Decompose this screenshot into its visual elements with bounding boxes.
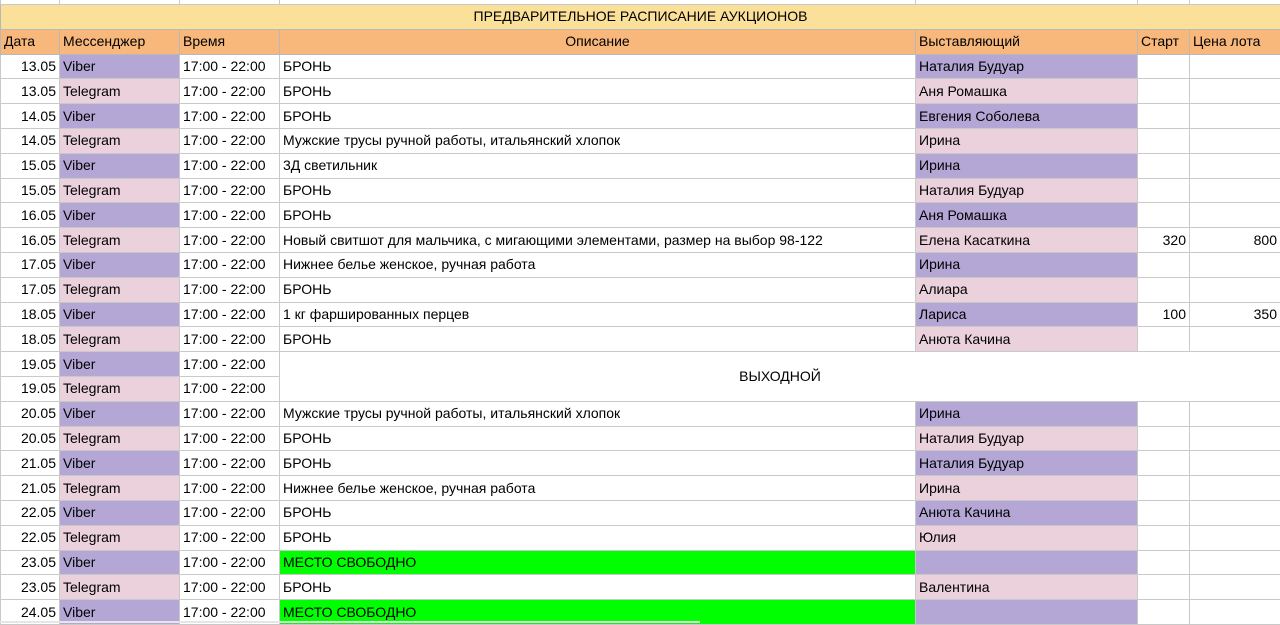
description-cell[interactable]: БРОНЬ (280, 525, 916, 550)
description-cell[interactable]: БРОНЬ (280, 277, 916, 302)
time-cell[interactable]: 17:00 - 22:00 (180, 104, 280, 129)
messenger-cell[interactable]: Telegram (60, 277, 180, 302)
table-row (1, 575, 1280, 600)
lot-price-cell[interactable] (1190, 476, 1280, 501)
table-row (1, 327, 1280, 352)
description-cell[interactable]: БРОНЬ (280, 203, 916, 228)
time-cell[interactable]: 17:00 - 22:00 (180, 54, 280, 79)
table-row (1, 302, 1280, 327)
lot-price-cell[interactable] (1190, 252, 1280, 277)
start-price-cell[interactable] (1138, 476, 1190, 501)
messenger-cell[interactable]: Telegram (60, 228, 180, 253)
lot-price-cell[interactable] (1190, 451, 1280, 476)
start-price-cell[interactable] (1138, 500, 1190, 525)
description-cell[interactable]: Нижнее белье женское, ручная работа (280, 252, 916, 277)
start-price-cell[interactable] (1138, 401, 1190, 426)
time-cell[interactable]: 17:00 - 22:00 (180, 277, 280, 302)
lot-price-cell[interactable] (1190, 79, 1280, 104)
schedule-title[interactable]: ПРЕДВАРИТЕЛЬНОЕ РАСПИСАНИЕ АУКЦИОНОВ (1, 5, 1280, 30)
table-row (1, 178, 1280, 203)
seller-cell[interactable]: Евгения Соболева (916, 104, 1138, 129)
table-row (1, 426, 1280, 451)
seller-cell[interactable]: Валентина (916, 575, 1138, 600)
table-row (1, 203, 1280, 228)
seller-cell[interactable]: Лариса (916, 302, 1138, 327)
time-cell[interactable]: 17:00 - 22:00 (180, 451, 280, 476)
start-price-cell[interactable] (1138, 426, 1190, 451)
table-row (1, 550, 1280, 575)
seller-cell[interactable] (916, 600, 1138, 625)
lot-price-cell[interactable]: 800 (1190, 228, 1280, 253)
date-cell[interactable]: 18.05 (1, 302, 60, 327)
time-cell[interactable]: 17:00 - 22:00 (180, 128, 280, 153)
time-cell[interactable]: 17:00 - 22:00 (180, 550, 280, 575)
lot-price-cell[interactable] (1190, 550, 1280, 575)
time-cell[interactable]: 17:00 - 22:00 (180, 600, 280, 625)
lot-price-cell[interactable] (1190, 401, 1280, 426)
messenger-cell[interactable]: Viber (60, 153, 180, 178)
table-row (1, 228, 1280, 253)
start-price-cell[interactable] (1138, 525, 1190, 550)
header-start[interactable]: Старт (1138, 29, 1190, 54)
seller-cell[interactable]: Елена Касаткина (916, 228, 1138, 253)
description-cell[interactable]: БРОНЬ (280, 500, 916, 525)
description-cell[interactable]: БРОНЬ (280, 575, 916, 600)
start-price-cell[interactable]: 320 (1138, 228, 1190, 253)
date-cell[interactable]: 17.05 (1, 252, 60, 277)
table-row (1, 79, 1280, 104)
date-cell[interactable]: 19.05 (1, 376, 60, 401)
lot-price-cell[interactable] (1190, 600, 1280, 625)
start-price-cell[interactable] (1138, 252, 1190, 277)
date-cell[interactable]: 20.05 (1, 401, 60, 426)
date-cell[interactable]: 15.05 (1, 153, 60, 178)
start-price-cell[interactable]: 100 (1138, 302, 1190, 327)
description-cell[interactable]: БРОНЬ (280, 104, 916, 129)
seller-cell[interactable]: Наталия Будуар (916, 178, 1138, 203)
start-price-cell[interactable] (1138, 153, 1190, 178)
messenger-cell[interactable]: Telegram (60, 376, 180, 401)
time-cell[interactable]: 17:00 - 22:00 (180, 476, 280, 501)
title-row (1, 5, 1280, 30)
start-price-cell[interactable] (1138, 451, 1190, 476)
date-cell[interactable]: 18.05 (1, 327, 60, 352)
messenger-cell[interactable]: Viber (60, 352, 180, 377)
date-cell[interactable]: 13.05 (1, 54, 60, 79)
date-cell[interactable]: 14.05 (1, 128, 60, 153)
date-cell[interactable]: 21.05 (1, 476, 60, 501)
messenger-cell[interactable]: Viber (60, 302, 180, 327)
seller-cell[interactable]: Ирина (916, 252, 1138, 277)
description-cell[interactable]: БРОНЬ (280, 54, 916, 79)
seller-cell[interactable]: Аня Ромашка (916, 79, 1138, 104)
seller-cell[interactable]: Анюта Качина (916, 500, 1138, 525)
start-price-cell[interactable] (1138, 277, 1190, 302)
start-price-cell[interactable] (1138, 128, 1190, 153)
description-cell[interactable]: БРОНЬ (280, 327, 916, 352)
messenger-cell[interactable]: Viber (60, 500, 180, 525)
start-price-cell[interactable] (1138, 327, 1190, 352)
time-cell[interactable]: 17:00 - 22:00 (180, 302, 280, 327)
lot-price-cell[interactable] (1190, 500, 1280, 525)
date-cell[interactable]: 16.05 (1, 203, 60, 228)
time-cell[interactable]: 17:00 - 22:00 (180, 327, 280, 352)
lot-price-cell[interactable] (1190, 426, 1280, 451)
seller-cell[interactable]: Анюта Качина (916, 327, 1138, 352)
messenger-cell[interactable]: Telegram (60, 327, 180, 352)
start-price-cell[interactable] (1138, 600, 1190, 625)
header-description[interactable]: Описание (280, 29, 916, 54)
table-row (1, 476, 1280, 501)
messenger-cell[interactable]: Viber (60, 104, 180, 129)
seller-cell[interactable]: Аня Ромашка (916, 203, 1138, 228)
header-seller[interactable]: Выставляющий (916, 29, 1138, 54)
lot-price-cell[interactable] (1190, 54, 1280, 79)
time-cell[interactable]: 17:00 - 22:00 (180, 178, 280, 203)
date-cell[interactable]: 22.05 (1, 500, 60, 525)
date-cell[interactable]: 14.05 (1, 104, 60, 129)
description-cell[interactable]: Мужские трусы ручной работы, итальянский хлопок (280, 401, 916, 426)
day-off-cell[interactable]: ВЫХОДНОЙ (280, 352, 1280, 402)
messenger-cell[interactable]: Viber (60, 54, 180, 79)
messenger-cell[interactable]: Viber (60, 451, 180, 476)
description-cell[interactable]: БРОНЬ (280, 451, 916, 476)
time-cell[interactable]: 17:00 - 22:00 (180, 500, 280, 525)
start-price-cell[interactable] (1138, 575, 1190, 600)
lot-price-cell[interactable] (1190, 327, 1280, 352)
description-cell[interactable]: Мужские трусы ручной работы, итальянский хлопок (280, 128, 916, 153)
messenger-cell[interactable]: Viber (60, 600, 180, 625)
messenger-cell[interactable]: Viber (60, 550, 180, 575)
seller-cell[interactable]: Наталия Будуар (916, 426, 1138, 451)
messenger-cell[interactable]: Telegram (60, 525, 180, 550)
description-cell[interactable]: 3Д светильник (280, 153, 916, 178)
date-cell[interactable]: 22.05 (1, 525, 60, 550)
description-cell[interactable]: БРОНЬ (280, 178, 916, 203)
description-cell[interactable]: 1 кг фаршированных перцев (280, 302, 916, 327)
messenger-cell[interactable]: Telegram (60, 79, 180, 104)
lot-price-cell[interactable] (1190, 277, 1280, 302)
date-cell[interactable]: 13.05 (1, 79, 60, 104)
lot-price-cell[interactable] (1190, 178, 1280, 203)
time-cell[interactable]: 17:00 - 22:00 (180, 525, 280, 550)
date-cell[interactable]: 17.05 (1, 277, 60, 302)
time-cell[interactable]: 17:00 - 22:00 (180, 203, 280, 228)
seller-cell[interactable]: Наталия Будуар (916, 54, 1138, 79)
messenger-cell[interactable]: Telegram (60, 476, 180, 501)
messenger-cell[interactable]: Viber (60, 401, 180, 426)
messenger-cell[interactable]: Telegram (60, 426, 180, 451)
seller-cell[interactable]: Юлия (916, 525, 1138, 550)
date-cell[interactable]: 20.05 (1, 426, 60, 451)
description-cell[interactable]: МЕСТО СВОБОДНО (280, 600, 916, 625)
messenger-cell[interactable]: Telegram (60, 128, 180, 153)
header-time[interactable]: Время (180, 29, 280, 54)
seller-cell[interactable]: Наталия Будуар (916, 451, 1138, 476)
header-date[interactable]: Дата (1, 29, 60, 54)
date-cell[interactable]: 23.05 (1, 550, 60, 575)
lot-price-cell[interactable] (1190, 575, 1280, 600)
date-cell[interactable]: 16.05 (1, 228, 60, 253)
description-cell[interactable]: БРОНЬ (280, 426, 916, 451)
start-price-cell[interactable] (1138, 203, 1190, 228)
messenger-cell[interactable]: Viber (60, 203, 180, 228)
time-cell[interactable]: 17:00 - 22:00 (180, 376, 280, 401)
lot-price-cell[interactable] (1190, 128, 1280, 153)
time-cell[interactable]: 17:00 - 22:00 (180, 153, 280, 178)
start-price-cell[interactable] (1138, 550, 1190, 575)
time-cell[interactable]: 17:00 - 22:00 (180, 575, 280, 600)
description-cell[interactable]: Новый свитшот для мальчика, с мигающими элементами, размер на выбор 98-122 (280, 228, 916, 253)
lot-price-cell[interactable]: 350 (1190, 302, 1280, 327)
lot-price-cell[interactable] (1190, 104, 1280, 129)
time-cell[interactable]: 17:00 - 22:00 (180, 426, 280, 451)
seller-cell[interactable] (916, 550, 1138, 575)
time-cell[interactable]: 17:00 - 22:00 (180, 228, 280, 253)
date-cell[interactable]: 24.05 (1, 600, 60, 625)
table-row (1, 128, 1280, 153)
start-price-cell[interactable] (1138, 54, 1190, 79)
date-cell[interactable]: 23.05 (1, 575, 60, 600)
table-row (1, 451, 1280, 476)
date-cell[interactable]: 19.05 (1, 352, 60, 377)
header-row (1, 29, 1280, 54)
table-row (1, 525, 1280, 550)
messenger-cell[interactable]: Viber (60, 252, 180, 277)
header-messenger[interactable]: Мессенджер (60, 29, 180, 54)
header-price[interactable]: Цена лота (1190, 29, 1280, 54)
lot-price-cell[interactable] (1190, 203, 1280, 228)
seller-cell[interactable]: Ирина (916, 476, 1138, 501)
description-cell[interactable]: Нижнее белье женское, ручная работа (280, 476, 916, 501)
time-cell[interactable]: 17:00 - 22:00 (180, 79, 280, 104)
time-cell[interactable]: 17:00 - 22:00 (180, 401, 280, 426)
description-cell[interactable]: МЕСТО СВОБОДНО (280, 550, 916, 575)
seller-cell[interactable]: Алиара (916, 277, 1138, 302)
description-cell[interactable]: БРОНЬ (280, 79, 916, 104)
start-price-cell[interactable] (1138, 104, 1190, 129)
table-row (1, 153, 1280, 178)
seller-cell[interactable]: Ирина (916, 153, 1138, 178)
seller-cell[interactable]: Ирина (916, 128, 1138, 153)
table-row (1, 104, 1280, 129)
table-row (1, 252, 1280, 277)
time-cell[interactable]: 17:00 - 22:00 (180, 252, 280, 277)
horizontal-scrollbar[interactable] (0, 621, 700, 623)
messenger-cell[interactable]: Telegram (60, 575, 180, 600)
table-row (1, 54, 1280, 79)
lot-price-cell[interactable] (1190, 525, 1280, 550)
start-price-cell[interactable] (1138, 79, 1190, 104)
date-cell[interactable]: 15.05 (1, 178, 60, 203)
table-row (1, 277, 1280, 302)
lot-price-cell[interactable] (1190, 153, 1280, 178)
time-cell[interactable]: 17:00 - 22:00 (180, 352, 280, 377)
table-row (1, 352, 1280, 377)
date-cell[interactable]: 21.05 (1, 451, 60, 476)
start-price-cell[interactable] (1138, 178, 1190, 203)
table-row (1, 500, 1280, 525)
messenger-cell[interactable]: Telegram (60, 178, 180, 203)
seller-cell[interactable]: Ирина (916, 401, 1138, 426)
table-row (1, 401, 1280, 426)
